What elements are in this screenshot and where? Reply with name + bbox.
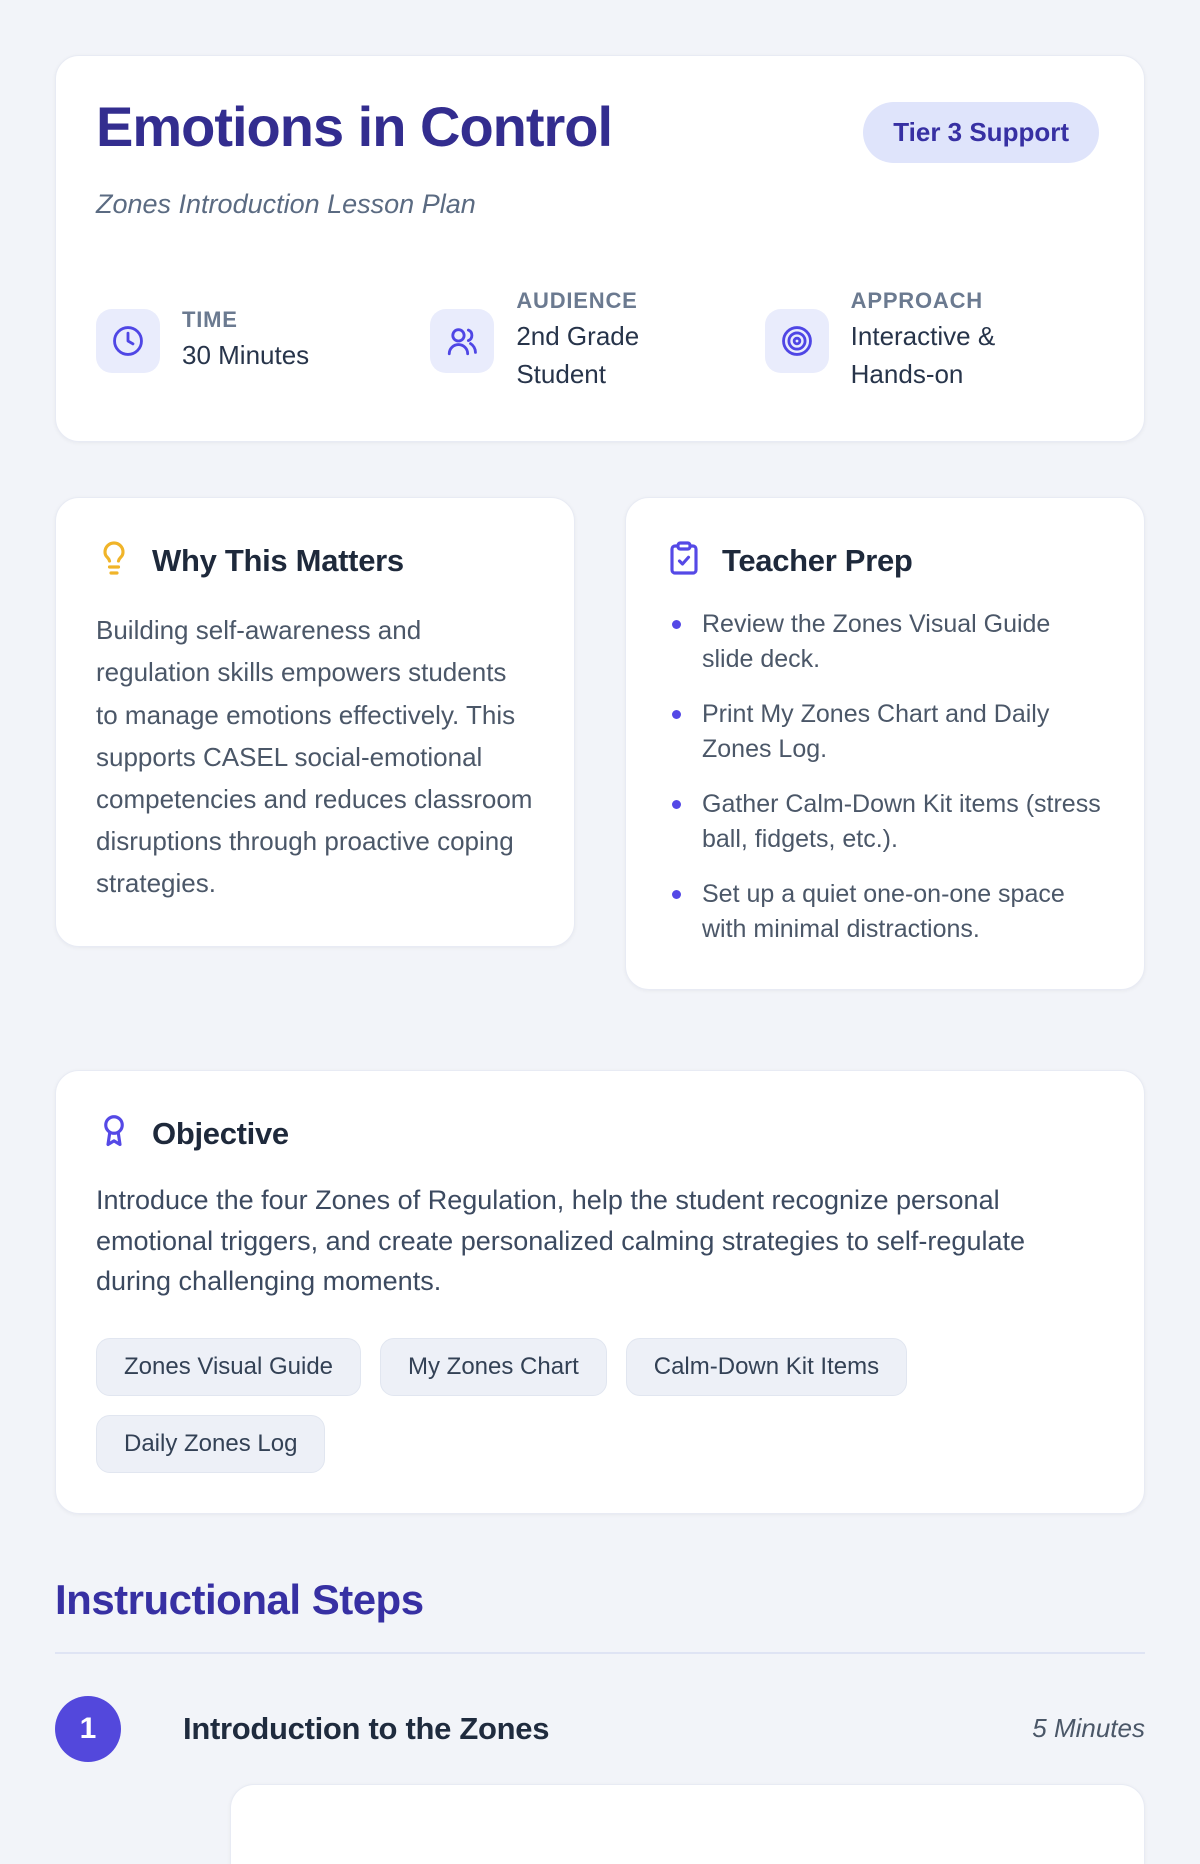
step-title: Introduction to the Zones xyxy=(183,1710,550,1746)
material-chip: Calm-Down Kit Items xyxy=(626,1338,907,1396)
meta-label-time: TIME xyxy=(182,306,238,332)
meta-label-approach: APPROACH xyxy=(850,288,983,313)
teacher-prep-card xyxy=(625,497,1145,990)
teacher-prep-list xyxy=(666,607,1104,947)
meta-item-audience xyxy=(430,288,764,393)
award-icon xyxy=(96,1113,132,1154)
info-cards-row xyxy=(55,497,1145,990)
page-subtitle: Zones Introduction Lesson Plan xyxy=(96,189,476,219)
meta-value-approach: Interactive & Hands-on xyxy=(850,321,996,389)
title-row xyxy=(96,96,1099,163)
prep-list-item: Gather Calm-Down Kit items (stress ball, fidgets, etc.). xyxy=(666,787,1104,857)
tier-support-badge: Tier 3 Support xyxy=(863,102,1099,163)
step-duration: 5 Minutes xyxy=(1032,1713,1145,1744)
prep-list-item: Review the Zones Visual Guide slide deck. xyxy=(666,607,1104,677)
lesson-header-card xyxy=(55,55,1145,442)
lightbulb-icon xyxy=(96,540,132,581)
users-icon xyxy=(430,309,494,373)
target-icon xyxy=(765,309,829,373)
why-card-title: Why This Matters xyxy=(152,542,404,578)
step-content-card-partial xyxy=(230,1784,1145,1864)
materials-chips-row xyxy=(96,1338,1104,1473)
material-chip: My Zones Chart xyxy=(380,1338,607,1396)
objective-card-title: Objective xyxy=(152,1115,289,1151)
clipboard-check-icon xyxy=(666,540,702,581)
prep-card-title: Teacher Prep xyxy=(722,542,913,578)
section-divider xyxy=(55,1652,1145,1654)
page-title: Emotions in Control xyxy=(96,95,613,158)
prep-list-item: Print My Zones Chart and Daily Zones Log. xyxy=(666,697,1104,767)
material-chip: Daily Zones Log xyxy=(96,1415,325,1473)
meta-value-time: 30 Minutes xyxy=(182,339,310,370)
objective-card xyxy=(55,1070,1145,1514)
objective-body: Introduce the four Zones of Regulation, help the student recognize personal emotional triggers, and create personalized calming strategies to self-regulate during challenging moments. xyxy=(96,1185,1025,1297)
step-row-1 xyxy=(55,1696,1145,1762)
why-card-body: Building self-awareness and regulation skills empowers students to manage emotions effectively. This supports CASEL social-emotional competencies and reduces classroom disruptions through proactive coping strategies. xyxy=(96,615,533,899)
why-this-matters-card xyxy=(55,497,575,947)
instructional-steps-title: Instructional Steps xyxy=(55,1575,424,1623)
meta-item-approach xyxy=(765,288,1099,393)
prep-list-item: Set up a quiet one-on-one space with minimal distractions. xyxy=(666,877,1104,947)
meta-value-audience: 2nd Grade Student xyxy=(516,321,640,389)
step-number-badge: 1 xyxy=(55,1696,121,1762)
clock-icon xyxy=(96,309,160,373)
lesson-meta-row xyxy=(96,288,1099,393)
meta-label-audience: AUDIENCE xyxy=(516,288,638,313)
material-chip: Zones Visual Guide xyxy=(96,1338,361,1396)
meta-item-time xyxy=(96,288,430,393)
